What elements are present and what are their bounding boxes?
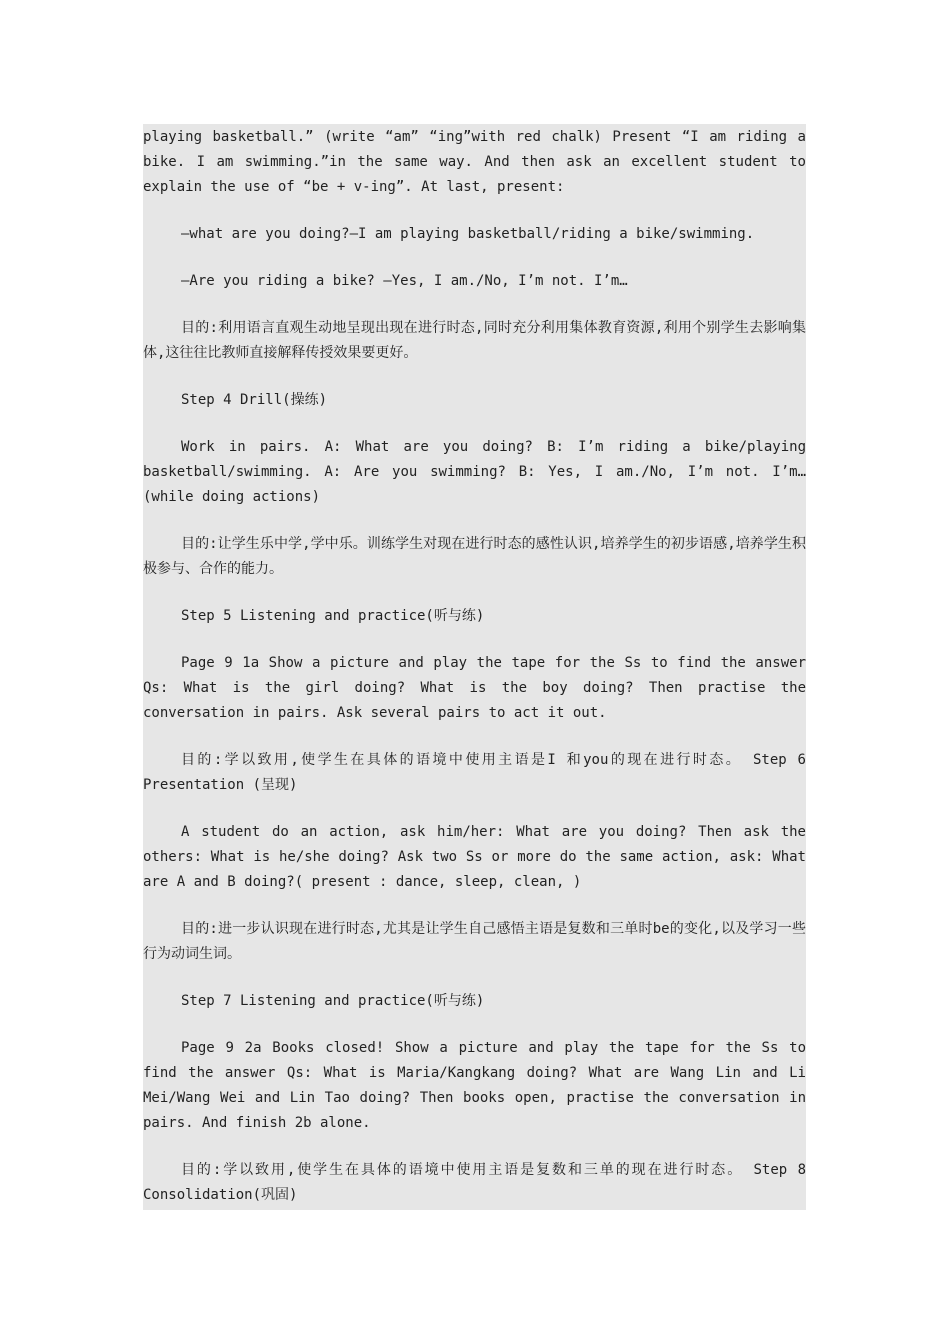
- paragraph-gap: [143, 897, 806, 917]
- paragraph-gap: [143, 584, 806, 604]
- paragraph-dialogue-2: —Are you riding a bike? —Yes, I am./No, I’m not. I’m…: [143, 269, 806, 296]
- paragraph-purpose-step6: 目的:进一步认识现在进行时态,尤其是让学生自己感悟主语是复数和三单时be的变化,以及学习一些行为动词生词。: [143, 917, 806, 969]
- paragraph-gap: [143, 969, 806, 989]
- paragraph-gap: [143, 1016, 806, 1036]
- paragraph-gap: [143, 202, 806, 222]
- paragraph-step4-drill: Work in pairs. A: What are you doing? B: I’m riding a bike/playing basketball/swimming. A: Are you swimming? B: Yes, I am./No, I’m not. I’m… (while doing actions): [143, 435, 806, 512]
- paragraph-gap: [143, 296, 806, 316]
- paragraph-gap: [143, 631, 806, 651]
- paragraph-purpose-step4: 目的:让学生乐中学,学中乐。训练学生对现在进行时态的感性认识,培养学生的初步语感,培养学生积极参与、合作的能力。: [143, 532, 806, 584]
- paragraph-gap: [143, 415, 806, 435]
- heading-step-5: Step 5 Listening and practice(听与练): [143, 604, 806, 631]
- paragraph-gap: [143, 368, 806, 388]
- heading-step-4: Step 4 Drill(操练): [143, 388, 806, 415]
- paragraph-gap: [143, 1138, 806, 1158]
- paragraph-step6-presentation: A student do an action, ask him/her: What are you doing? Then ask the others: What is he/she doing? Ask two Ss or more do the same action, ask: What are A and B doing?( present : dance, sleep, clean, ): [143, 820, 806, 897]
- paragraph-purpose-step7: 目的:学以致用,使学生在具体的语境中使用主语是复数和三单的现在进行时态。 Step 8 Consolidation(巩固): [143, 1158, 806, 1210]
- paragraph-gap: [143, 249, 806, 269]
- paragraph-step5-listening: Page 9 1a Show a picture and play the tape for the Ss to find the answer Qs: What is the girl doing? What is the boy doing? Then practise the conversation in pairs. Ask several pairs to act it out.: [143, 651, 806, 728]
- paragraph-step7-listening: Page 9 2a Books closed! Show a picture and play the tape for the Ss to find the answer Qs: What is Maria/Kangkang doing? What are Wang Lin and Li Mei/Wang Wei and Lin Tao doing? Then books open, practise the conversation in pairs. And finish 2b alone.: [143, 1036, 806, 1138]
- paragraph-present-continuous-intro: playing basketball.” (write “am” “ing”with red chalk) Present “I am riding a bike. I am swimming.”in the same way. And then ask an excellent student to explain the use of “be + v-ing”. At last, present:: [143, 124, 806, 202]
- paragraph-gap: [143, 800, 806, 820]
- paragraph-gap: [143, 728, 806, 748]
- paragraph-dialogue-1: —what are you doing?—I am playing basketball/riding a bike/swimming.: [143, 222, 806, 249]
- heading-step-7: Step 7 Listening and practice(听与练): [143, 989, 806, 1016]
- paragraph-gap: [143, 512, 806, 532]
- paragraph-purpose-step3: 目的:利用语言直观生动地呈现出现在进行时态,同时充分利用集体教育资源,利用个别学生去影响集体,这往往比教师直接解释传授效果要更好。: [143, 316, 806, 368]
- paragraph-purpose-step5: 目的:学以致用,使学生在具体的语境中使用主语是I 和you的现在进行时态。 Step 6 Presentation (呈现): [143, 748, 806, 800]
- document-body: [143, 124, 806, 1210]
